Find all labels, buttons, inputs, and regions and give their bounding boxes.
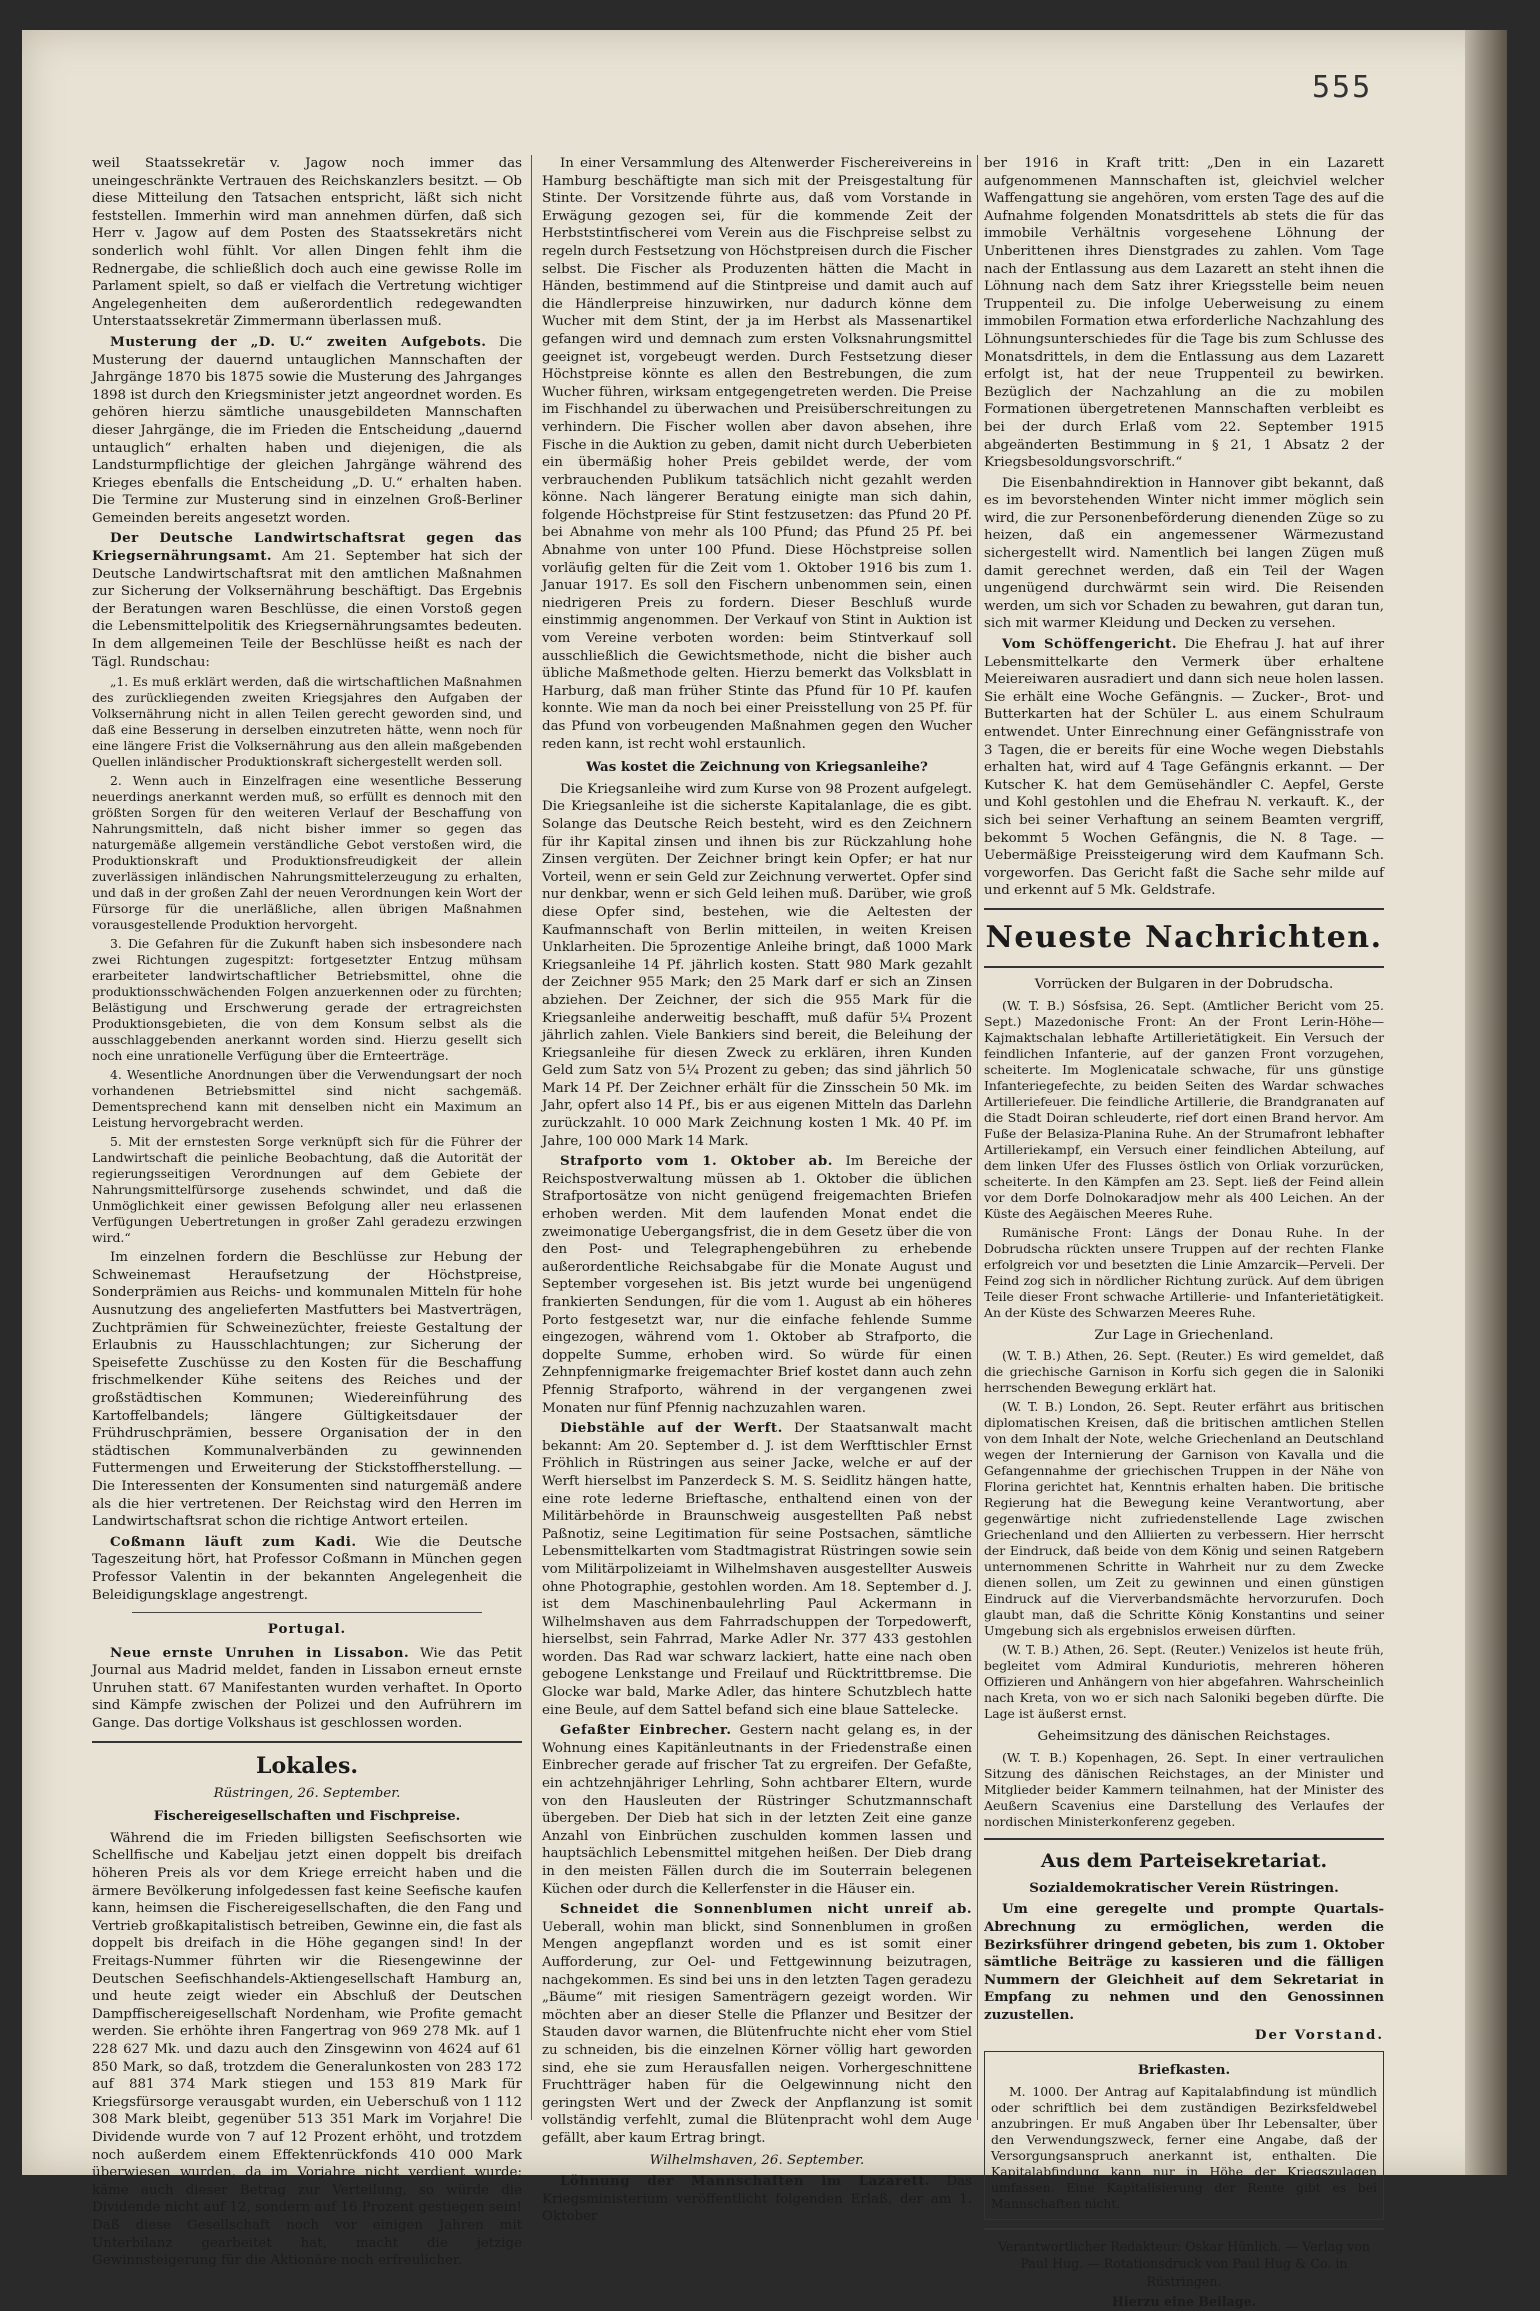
news-item: (W. T. B.) London, 26. Sept. Reuter erfährt aus britischen diplomatischen Kreisen, daß die britischen amtlichen Stellen von dem Inhalt der Note, welche Griechenland an Deutschland wegen der Internierung der Garnison von Kavalla und die Gefangennahme der griechischen Truppen in der Nähe von Florina gerichtet hat, Kenntnis erhalten haben. Die britische Regierung hat die Bewegung keine Verantwortung, aber gegenwärtige nicht zufriedenstellende Lage zwischen Griechenland und den Alliierten zu verbessern. Hier herrscht der Eindruck, daß beide von dem König und seinen Ratgebern unternommenen Schritte in Wahrheit nur zu dem Zwecke dienen sollen, um Zeit zu gewinnen und einen günstigen Eindruck auf die Vierverbandsmächte hervorzurufen. Doch glaubt man, daß die Schritte König Konstantins und seiner Umgebung sich als ergebnislos erweisen dürften. [984,1399,1384,1639]
paragraph: ber 1916 in Kraft tritt: „Den in ein Lazarett aufgenommenen Mannschaften ist, gleichviel welcher Waffengattung sie angehören, vom ersten Tage des auf die Aufnahme folgenden Monatsdrittels ab stets die für das immobile Verhältnis vorgesehene Löhnung der Unberittenen ihres Dienstgrades zu zahlen. Vom Tage nach der Entlassung aus dem Lazarett an steht ihnen die Löhnung nach dem Satz ihrer Kriegsstelle beim neuen Truppenteil zu. Die infolge Ueberweisung zu einem immobilen Formation etwa erforderliche Nachzahlung des Löhnungsunterschiedes für die Tage bis zum Schlusse des Monatsdrittels, in dem die Entlassung aus dem Lazarett erfolgt ist, hat der neue Truppenteil zu bewirken. Bezüglich der Nachzahlung an die zu mobilen Formationen übergetretenen Mannschaften verbleibt es bei der durch Erlaß vom 22. September 1915 abgeänderten Bestimmung in § 21, 1 Absatz 2 der Kriegsbesoldungsvorschrift.“ [984,156,1384,471]
article [92,530,522,671]
news-item: (W. T. B.) Athen, 26. Sept. (Reuter.) Es wird gemeldet, daß die griechische Garnison in Korfu sich gegen die in Saloniki herrschenden Bewegung erklärt hat. [984,1348,1384,1396]
article-text: Die Ehefrau J. hat auf ihrer Lebensmittelkarte den Vermerk über erhaltene Meiereiwaren ausradiert und dann sich neue holen lassen. Sie erhält eine Woche Gefängnis. — Zucker-, Brot- und Butterkarten hat der Schüler L. aus einem Schulraum entwendet. Unter Einrechnung einer Gefängnisstrafe von 3 Tagen, die er bereits für eine Woche wegen Diebstahls erhalten hat, wird auf 4 Tage Gefängnis erkannt. — Der Kutscher K. hat dem Gemüsehändler C. Aepfel, Gerste und Kohl gestohlen und die Ehefrau N. verkauft. K., der sich bei seiner Verhaftung an seinem Beamten vergriff, bekommt 5 Wochen Gefängnis, die N. 8 Tage. — Uebermäßige Preissteigerung wird dem Kaufmann Sch. vorgeworfen. Das Gericht faßt die Sache sehr milde auf und erkennt auf 5 Mk. Geldstrafe. [984,637,1384,899]
news-item: (W. T. B.) Sósfsisa, 26. Sept. (Amtlicher Bericht vom 25. Sept.) Mazedonische Front: An der Front Lerin-Höhe—Kajmaktschalan lebhafte Artillerietätigkeit. Ein Versuch der feindlichen Infanterie, auf der ganzen Front vorzugehen, scheiterte. Im Moglenicatale schwache, für uns günstige Infanteriegefechte, zu beiden Seiten des Wardar schwaches Artilleriefeuer. Die feindliche Artillerie, die Brandgranaten auf die Stadt Doiran schleuderte, rief dort einen Brand hervor. Am Fuße der Belasiza-Planina Ruhe. An der Strumafront lebhafter Artilleriekampf, ein Versuch einer feindlichen Abteilung, auf dem linken Ufer des Flusses östlich von Orliak vorzurücken, scheiterte. In den Kämpfen am 23. Sept. ließ der Feind allein vor dem Dorfe Dolnokaradjow mehr als 400 Leichen. An der Küste des Aegäischen Meeres Ruhe. [984,997,1384,1221]
paragraph: weil Staatssekretär v. Jagow noch immer das uneingeschränkte Vertrauen des Reichskanzlers besitzt. — Ob diese Mitteilung den Tatsachen entspricht, läßt sich nicht feststellen. Immerhin wird man annehmen dürfen, daß sich Herr v. Jagow auf dem Posten des Staatssekretärs nicht sonderlich wohl fühlt. Vor allen Dingen fehlt ihm die Rednergabe, die schließlich doch auch eine gewisse Rolle im Parlament spielt, so daß er vielfach die Vertretung wichtiger Angelegenheiten dem außerordentlich redegewandten Unterstaatssekretär Zimmermann überlassen muß. [92,156,522,330]
paragraph: Die Kriegsanleihe wird zum Kurse von 98 Prozent aufgelegt. Die Kriegsanleihe ist die sicherste Kapitalanlage, die es gibt. Solange das Deutsche Reich besteht, wird es den Zeichnern für ihr Kapital zinsen und ihnen bis zur Rückzahlung hohe Zinsen vergüten. Der Zeichner bringt kein Opfer; er hat nur Vorteil, wenn er sein Geld zur Zeichnung verwertet. Opfer sind nur denkbar, wenn er sich Geld leihen muß. Darüber, wie groß diese Opfer sind, bestehen, wie die Aeltesten der Kaufmannschaft von Berlin mitteilen, in weiten Kreisen Unklarheiten. Die 5prozentige Anleihe bringt, daß 1000 Mark Kriegsanleihe 14 Pf. jährlich kosten. Statt 980 Mark gezahlt der Zeichner 955 Mark; den 25 Mark darf er sich an Zinsen abziehen. Der Zeichner, der sich die 955 Mark für die Kriegsanleihe anderweitig beschafft, muß dafür 5¼ Prozent jährlich zahlen. Viele Bankiers sind bereit, die Beleihung der Kriegsanleihe für diesen Zweck zu erklären, ihren Kunden Geld zum Satz von 5¼ Prozent zu geben; das sind jährlich 50 Mark 14 Pf. Der Zeichner erhält für die Zinsschein 50 Mk. im Jahr, opfert also 14 Pf., bis er aus eigenen Mitteln das Darlehn zurückzahlt. 10 000 Mark Zeichnung kosten 1 Mk. 40 Pf. im Jahre, 100 000 Mark 14 Mark. [542,781,972,1149]
article [92,334,522,528]
separator [984,908,1384,910]
article-text: Die Musterung der dauernd untauglichen Mannschaften der Jahrgänge 1870 bis 1875 sowie die Musterung des Jahrganges 1898 ist durch den Kriegsminister jetzt angeordnet worden. Es gehören hierzu sämtliche unausgebildeten Mannschaften dieser Jahrgänge, die im Frieden die Entscheidung „dauernd untauglich“ erhalten haben und diejenigen, die als Landsturmpflichtige der gleichen Jahrgänge während des Krieges ebenfalls die Entscheidung „D. U.“ erhalten haben. Die Termine zur Musterung sind in einzelnen Groß-Berliner Gemeinden bereits angesetzt worden. [92,334,522,526]
article-heading: Strafporto vom 1. Oktober ab. [560,1153,833,1170]
article-text: Das Kriegsministerium veröffentlicht folgenden Erlaß, der am 1. Oktober [542,2174,973,2225]
paragraph: In einer Versammlung des Altenwerder Fischereivereins in Hamburg beschäftigte man sich mit der Preisgestaltung für Stinte. Der Vorsitzende führte aus, daß vom Vorstande in Erwägung gezogen sei, für die kommende Zeit der Herbststintfischerei vom Verein aus die Fischpreise selbst zu regeln durch Festsetzung von Höchstpreisen durch die Fischer selbst. Die Fischer als Produzenten hätten die Macht in Händen, bestimmend auf die Stintpreise und damit auch auf die Händlerpreise hinzuwirken, nur dadurch könne dem Wucher mit dem Stint, der ja im Herbst als Massenartikel gefangen wird und demnach zum ersten Volksnahrungsmittel geeignet ist, vorgebeugt werden. Durch Festsetzung dieser Höchstpreise könnte es allen den Bestrebungen, die zum Wucher führen, wirksam entgegengetreten werden. Die Preise im Fischhandel zu überwachen und Preisüberschreitungen zu verhindern. Die Fischer wollen aber davon absehen, ihre Fische in die Auktion zu geben, damit nicht durch Ueberbieten ein übermäßig hoher Preis gebildet werde, der vom verbrauchenden Publikum tatsächlich nicht gezahlt werden könne. Nach längerer Beratung einigte man sich dahin, folgende Höchstpreise für Stint festzusetzen: das Pfund 20 Pf. bei Abnahme von mehr als 100 Pfund; das Pfund 25 Pf. bei Abnahme von unter 100 Pfund. Diese Höchstpreise sollen vorläufig gelten für die Zeit vom 1. Oktober 1916 bis zum 1. Januar 1917. Es soll den Fischern unbenommen sein, einen niedrigeren Preis zu fordern. Dieser Beschluß wurde einstimmig angenommen. Der Verkauf von Stint in Auktion ist vom Vereine verboten worden: beim Stintverkauf soll ausschließlich die Gewichtsmethode, nicht die bisher auch übliche Maßmethode gelten. Hierzu bemerkt das Volksblatt in Harburg, daß man früher Stinte das Pfund für 10 Pf. kaufen konnte. Wie man da noch bei einer Preisstellung von 25 Pf. für das Pfund von vorbeugenden Maßnahmen gegen den Wucher reden kann, ist recht wohl erstaunlich. [542,156,972,752]
news-subheading: Vorrücken der Bulgaren in der Dobrudscha. [1034,976,1334,992]
article [542,1420,972,1719]
paragraph: 4. Wesentliche Anordnungen über die Verwendungsart der noch vorhandenen Betriebsmittel sind nicht sachgemäß. Dementsprechend kann mit denselben nicht ein Maximum an Leistung hervorgebracht werden. [92,1067,522,1131]
article [542,1722,972,1898]
article [542,2173,972,2226]
section-title: Aus dem Parteisekretariat. [1040,1849,1328,1872]
page-number: 555 [1312,70,1373,105]
paragraph: 2. Wenn auch in Einzelfragen eine wesentliche Besserung neuerdings anerkannt werden muß, so erfüllt es dennoch mit den größten Sorgen für den weiteren Verlauf der Beschaffung von Nahrungsmitteln, daß nicht bisher immer so gegen das naturgemäße allgemein verständliche Gebot verstoßen wird, die Produktionskraft und Produktionsfreudigkeit der allein zuverlässigen inländischen Nahrungsmittelerzeugung zu erhalten, und daß in der großen Zahl der neuen Verordnungen kein Wort der Fürsorge für die unerläßliche, allen übrigen Maßnahmen vorausgestellende Produktion hervorgeht. [92,773,522,933]
separator [132,1612,482,1613]
article-text: Am 21. September hat sich der Deutsche Landwirtschaftsrat mit den amtlichen Maßnahmen zur Sicherung der Volksernährung beschäftigt. Das Ergebnis der Beratungen waren Beschlüsse, die einen Vorstoß gegen die Lebensmittelpolitik des Kriegsernährungsamtes bedeuten. In dem allgemeinen Teile der Beschlüsse heißt es nach der Tägl. Rundschau: [92,549,522,670]
article-heading: Vom Schöffengericht. [1002,636,1178,653]
news-subheading: Geheimsitzung des dänischen Reichstages. [1037,1729,1331,1745]
paragraph: Während die im Frieden billigsten Seefischsorten wie Schellfische und Kabeljau jetzt einen doppelt bis dreifach höheren Preis als vor dem Kriege erreicht haben und die ärmere Bevölkerung infolgedessen fast keine Seefische kaufen kann, heimsen die Fischereigesellschaften, die den Fang und Vertrieb großkapitalistisch betreiben, Gewinne ein, die fast als doppelt bis dreifach in die Höhe gegangen sind! In der Freitags-Nummer führten wir die Riesengewinne der Deutschen Seefischhandels-Aktiengesellschaft Hamburg an, und heute zeigt wieder ein Abschluß der Deutschen Dampffischereigesellschaft Nordenham, wie Profite gemacht werden. Sie erhöhte ihren Fangertrag von 969 278 Mk. auf 1 228 627 Mk. und dazu auch den Zinsgewinn von 4624 auf 61 850 Mark, so daß, trotzdem die Generalunkosten von 283 172 auf 881 374 Mark stiegen und 153 819 Mark für Kriegsfürsorge verausgabt wurden, ein Ueberschuß von 1 112 308 Mark bleibt, gegenüber 513 351 Mark im Vorjahre! Die Dividende wurde von 7 auf 12 Prozent erhöht, und trotzdem noch außerdem einem Effektenrückfonds 410 000 Mark überwiesen wurden, da im Vorjahre nicht verdient wurde; käme auch dieser Betrag zur Verteilung, so würde die Dividende nicht auf 12, sondern auf 16 Prozent gestiegen sein! Daß diese Gesellschaft noch vor einigen Jahren mit Unterbilanz gearbeitet hat, macht die jetzige Gewinnsteigerung für die Aktionäre noch erfreulicher. [92,1830,522,2269]
paragraph: 3. Die Gefahren für die Zukunft haben sich insbesondere nach zwei Richtungen zugespitzt: fortgesetzter Entzug mühsam erarbeiteter landwirtschaftlicher Betriebsmittel, ohne die produktionsschwächenden Folgen anzuerkennen oder zu fürchten; Belästigung und Erschwerung gerade der ertragreichsten Produktionsgebieten, die von dem Konsum selbst als die ausschlaggebenden anerkannt worden sind. Hierzu gesellt sich noch eine unrationelle Verfügung über die Ernteerträge. [92,936,522,1064]
dateline: Rüstringen, 26. September. [213,1785,401,1801]
notice-text: Um eine geregelte und prompte Quartals-Abrechnung zu ermöglichen, werden die Bezirksführer dringend gebeten, bis zum 1. Oktober sämtliche Beiträge zu kassieren und die fälligen Nummern der Gleichheit auf dem Sekretariat in Empfang zu nehmen und den Genossinnen zuzustellen. [984,1901,1384,2023]
column-1 [92,155,523,2269]
signature: Der Vorstand. [1254,2027,1384,2044]
article-heading: Der Deutsche Landwirtschaftsrat gegen das Kriegsernährungsamt. [92,530,522,565]
column-divider [977,155,978,2120]
paragraph: Im einzelnen fordern die Beschlüsse zur Hebung der Schweinemast Heraufsetzung der Höchstpreise, Sonderprämien aus Reichs- und kommunalen Mitteln für hohe Ausnutzung des angelieferten Mastfutters bei Mastverträgen, Zuchtprämien für Schweinezüchter, freieste Gestaltung der Erlaubnis zu Hausschlachtungen; zur Sicherung der Speisefette Zuschüsse zu den Kosten für die Beschaffung frischmelkender Kühe seitens des Reiches und der großstädtischen Kommunen; Wiedereinführung des Kartoffelbandels; längere Gültigkeitsdauer der Frühdruschprämien, bessere Organisation der in den städtischen Kommunalverbänden zu gewinnenden Futtermengen und Erweiterung der Stickstoffherstellung. — Die Interessenten der Konsumenten sind naturgemäß andere als die hier vertretenen. Der Reichstag wird den Herren im Landwirtschaftsrat schon die richtige Antwort erteilen. [92,1250,522,1530]
article-heading: Coßmann läuft zum Kadi. [110,1533,357,1550]
news-item: Rumänische Front: Längs der Donau Ruhe. In der Dobrudscha rückten unsere Truppen auf der rechten Flanke erfolgreich vor und besetzten die Linie Amzarcik—Perveli. Der Feind zog sich in nördlicher Richtung zurück. Auf dem übrigen Teile dieser Front schwache Artillerie- und Infanterietätigkeit. An der Küste des Schwarzen Meeres Ruhe. [984,1224,1384,1320]
news-subheading: Sozialdemokratischer Verein Rüstringen. [1029,1879,1339,1896]
news-item: (W. T. B.) Athen, 26. Sept. (Reuter.) Venizelos ist heute früh, begleitet vom Admiral Kunduriotis, mehreren höheren Offizieren und Anhängern von hier abgefahren. Wahrscheinlich nach Kreta, von wo er sich nach Saloniki begeben dürfte. Die Lage ist äußerst ernst. [984,1642,1384,1722]
separator [984,966,1384,968]
book-binding [1465,30,1507,2175]
article-heading: Löhnung der Mannschaften im Lazarett. [560,2173,931,2190]
article-heading: Neue ernste Unruhen in Lissabon. [110,1644,410,1661]
supplement-note: Hierzu eine Beilage. [1112,2294,1256,2310]
paragraph: „1. Es muß erklärt werden, daß die wirtschaftlichen Maßnahmen des zurückliegenden zweiten Kriegsjahres den Aufgaben der Volksernährung nicht in allen Teilen gerecht geworden sind, und daß eine Besserung in derselben einzutreten hätte, wenn noch für eine längere Frist die Volksernährung aus den allein maßgebenden Quellen inländischer Produktionskraft sichergestellt werden soll. [92,674,522,770]
article-heading: Musterung der „D. U.“ zweiten Aufgebots. [110,333,487,350]
article-heading: Gefaßter Einbrecher. [560,1722,732,1739]
column-divider [531,155,532,2120]
separator [92,1741,522,1743]
article-text: Der Staatsanwalt macht bekannt: Am 20. September d. J. ist dem Werfttischler Ernst Fröhlich in Rüstringen aus seiner Jacke, welche er auf der Werft hierselbst im Panzerdeck S. M. S. Seidlitz hängen hatte, eine rote lederne Brieftasche, enthaltend einen von der Militärbehörde in Braunschweig ausgestellten Paß nebst Paßnotiz, seine Legitimation für seine Postsachen, sämtliche Lebensmittelkarten vom Stadtmagistrat Rüstringen sowie sein vom Militärpolizeiamt in Wilhelmshaven ausgestellter Ausweis ohne Photographie, gestohlen worden. Am 18. September d. J. ist dem Maschinenbaulehrling Paul Ackermann in Wilhelmshaven aus dem Fahrradschuppen der Torpedowerft, hierselbst, sein Fahrrad, Marke Adler Nr. 377 433 gestohlen worden. Das Rad war schwarz lackiert, hatte eine nach oben gebogene Lenkstange und Freilauf und Rücktrittbremse. Die Glocke war bald, Marke Adler, das hintere Schutzblech hatte eine Beule, auf dem Sattel befand sich eine blaue Sattelecke. [542,1421,972,1718]
article-heading: Diebstähle auf der Werft. [560,1420,783,1437]
article-text: Gestern nacht gelang es, in der Wohnung eines Kapitänleutnants in der Friedenstraße einen Einbrecher gerade auf frischer Tat zu ergreifen. Der Gefaßte, ein achtzehnjähriger Lehrling, Sohn achtbarer Eltern, wurde von den Hausleuten der Rüstringer Schutzmannschaft übergeben. Der Dieb hat sich in der letzten Zeit eine ganze Anzahl von Einbrüchen zuschulden kommen lassen und hauptsächlich Lebensmittel mitgehen heißen. Der Dieb drang in den meisten Fällen durch die im Souterrain belegenen Küchen oder durch die Kellerfenster in die Häuser ein. [542,1723,972,1897]
paragraph: Die Eisenbahndirektion in Hannover gibt bekannt, daß es im bevorstehenden Winter nicht immer möglich sein wird, die zur Personenbeförderung dienenden Züge so zu heizen, daß ein angemessener Wärmezustand sichergestellt wird. Namentlich bei langen Zügen muß damit gerechnet werden, daß ein Teil der Wagen ungenügend durchwärmt sein wird. Die Reisenden werden, um sich vor Schaden zu bewahren, gut daran tun, sich mit warmer Kleidung und Decken zu versehen. [984,475,1384,632]
separator [984,2228,1384,2230]
news-subheading: Zur Lage in Griechenland. [1094,1327,1274,1343]
letterbox-text: M. 1000. Der Antrag auf Kapitalabfindung ist mündlich oder schriftlich bei dem zuständigen Bezirksfeldwebel anzubringen. Er muß Angaben über Ihr Lebensalter, über den Verwendungszweck, ferner eine Angabe, daß der Versorgungsanspruch anerkannt ist, enthalten. Die Kapitalabfindung kann nur in Höhe der Kriegszulagen umfassen. Eine Kapitalisierung der Rente gibt es bei Mannschaften nicht. [991,2083,1377,2211]
article [92,1534,522,1604]
column-2 [542,155,973,2225]
article-text: Im Bereiche der Reichspostverwaltung müssen ab 1. Oktober die üblichen Strafportosätze von nicht genügend freigemachten Briefen erhoben werden. Mit dem laufenden Monat endet die zweimonatige Uebergangsfrist, die in dem Gesetz über die von den Post- und Telegraphengebühren zu erhebende außerordentliche Reichsabgabe für die Monate August und September vorgesehen ist. Bis jetzt wurde bei ungenügend frankierten Sendungen, für die vom 1. August ab ein höheres Porto festgesetzt war, nur die einfache fehlende Summe eingezogen, während vom 1. Oktober ab Strafporto, die doppelte Summe, erhoben wird. So würde für einen Zehnpfennigmarke freigemachter Brief kostet dann auch zehn Pfennig Strafporto, während in der vergangenen zwei Monaten nur fünf Pfennig nachzuzahlen waren. [542,1154,972,1416]
letterbox [984,2051,1384,2220]
column-3 [984,155,1384,2310]
newspaper-page [22,30,1507,2310]
section-title: Neueste Nachrichten. [985,919,1383,955]
paragraph: 5. Mit der ernstesten Sorge verknüpft sich für die Führer der Landwirtschaft die peinliche Beobachtung, daß die Autorität der regierungsseitigen Verordnungen auf dem Gebiete der Nahrungsmittelfürsorge zusehends schwindet, und daß die Unmöglichkeit einer gewissen Befolgung aller neu erlassenen Verfügungen Uebertretungen in großer Zahl geradezu erzwingen wird.“ [92,1134,522,1246]
section-title: Lokales. [255,1752,359,1779]
article-heading: Fischereigesellschaften und Fischpreise. [153,1808,461,1825]
article [92,1645,522,1733]
article-heading: Schneidet die Sonnenblumen nicht unreif ab. [560,1901,972,1918]
separator [984,1838,1384,1840]
section-title: Portugal. [267,1621,347,1638]
news-item: (W. T. B.) Kopenhagen, 26. Sept. In einer vertraulichen Sitzung des dänischen Reichstages, an der Minister und Mitglieder beider Kammern teilnahmen, hat der Minister des Aeußern Scavenius eine Darstellung des Verlaufes der nordischen Ministerkonferenz gegeben. [984,1749,1384,1829]
article-text: Wie das Petit Journal aus Madrid meldet, fanden in Lissabon erneut ernste Unruhen statt. 67 Manifestanten wurden verhaftet. In Oporto sind Kämpfe zwischen der Polizei und den Aufrührern im Gange. Das dortige Volkshaus ist geschlossen worden. [92,1645,523,1732]
article-heading: Was kostet die Zeichnung von Kriegsanleihe? [586,759,928,776]
letterbox-title: Briefkasten. [1137,2062,1231,2079]
article-text: Ueberall, wohin man blickt, sind Sonnenblumen in großen Mengen angepflanzt worden und es ist somit einer Aufforderung, zur Oel- und Fettgewinnung beizutragen, nachgekommen. Es sind bei uns in den letzten Tagen geradezu „Bäume“ mit riesigen Samenträgern gezeigt worden. Wir möchten aber an dieser Stelle die Pflanzer und Besitzer der Stauden davor warnen, die Blütenfruchte nicht eher vom Stiel zu schneiden, bis die einzelnen Körner völlig hart geworden sind, ehe sie zum Herausfallen neigen. Vorhergeschnittene Fruchtträger haben für die Oelgewinnung nicht den geringsten Wert und der Zweck der Anpflanzung ist somit vollständig verfehlt, zumal die Blütenpracht wohl dem Auge gefällt, aber kaum Ertrag bringt. [542,1919,972,2146]
article [542,1901,972,2147]
dateline: Wilhelmshaven, 26. September. [649,2152,865,2168]
article [542,1153,972,1417]
article-text: Wie die Deutsche Tageszeitung hört, hat Professor Coßmann in München gegen Professor Valentin in der bekannten Angelegenheit die Beleidigungsklage angestrengt. [92,1534,522,1603]
article [984,636,1384,900]
imprint: Verantwortlicher Redakteur: Oskar Hünlich. — Verlag von Paul Hug. — Rotationsdruck von Paul Hug & Co. in Rüstringen. [997,2238,1371,2289]
